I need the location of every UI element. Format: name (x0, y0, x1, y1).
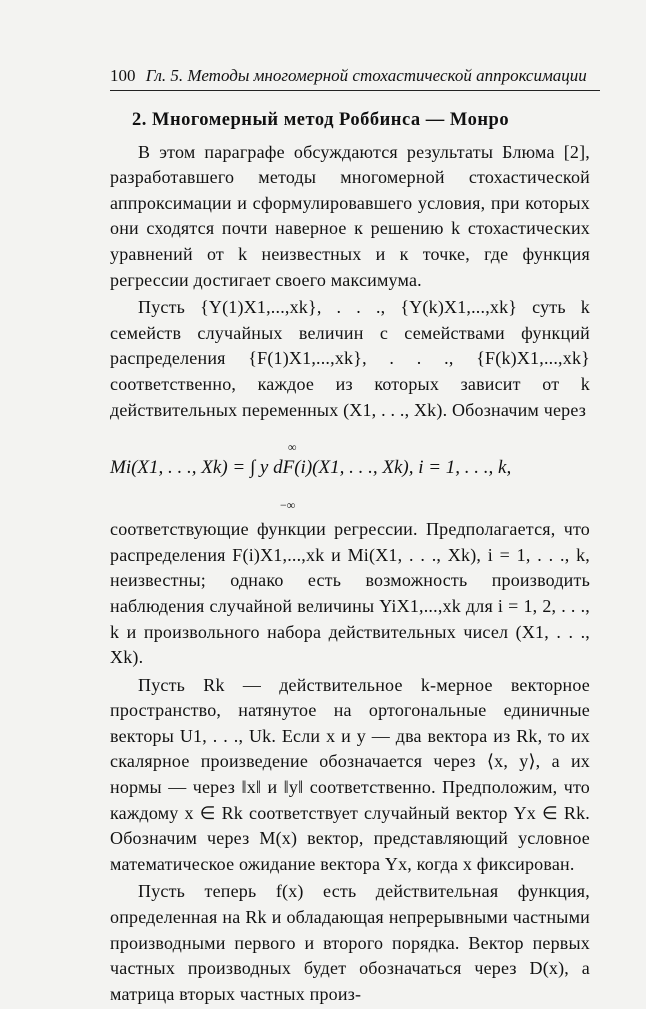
integral-upper-limit: ∞ (288, 440, 297, 455)
paragraph-function: Пусть теперь f(x) есть действительная функция, определенная на Rk и обладающая непрерывными частными производными первого и второго порядка. Вектор первых частных производных будет обозначаться через D(x), а матрица вторых частных произ- (110, 881, 590, 1004)
page-content (110, 104, 590, 1009)
formula-text: Mi(X1, . . ., Xk) = ∫ y dF(i)(X1, . . ., Xk), i = 1, . . ., k, (110, 457, 512, 479)
paragraph-vector-space: Пусть Rk — действительное k-мерное векторное пространство, натянутое на ортогональные единичные векторы U1, . . ., Uk. Если x и y — два вектора из Rk, то их скалярное произведение обозначается через ⟨x, y⟩, а их нормы — через ‖x‖ и ‖y‖ соответственно. Предположим, что каждому x ∈ Rk соответствует случайный вектор Yx ∈ Rk. Обозначим через M(x) вектор, представляющий условное математическое ожидание вектора Yx, когда x фиксирован. (110, 674, 590, 874)
paragraph-families: Пусть {Y(1)X1,...,xk}, . . ., {Y(k)X1,...,xk} суть k семейств случайных величин с семействами функций распределения {F(1)X1,...,xk}, . . ., {F(k)X1,...,xk} соответственно, каждое из которых зависит от k действительных переменных (X1, . . ., Xk). Обозначим через (110, 297, 590, 420)
running-title: Гл. 5. Методы многомерной стохастической аппроксимации (145, 66, 587, 85)
paragraph-regression: соответствующие функции регрессии. Предполагается, что распределения F(i)X1,...,xk и Mi(X1, . . ., Xk), i = 1, . . ., k, неизвестны; однако есть возможность производить наблюдения случайной величины YiX1,...,xk для i = 1, 2, . . ., k и произвольного набора действительных чисел (X1, . . ., Xk). (110, 519, 590, 668)
paragraph-intro: В этом параграфе обсуждаются результаты Блюма [2], разработавшего методы многомерной стохастической аппроксимации и сформулировавшего условия, при которых они сходятся почти наверное к решению k стохастических уравнений от k неизвестных и к точке, где функция регрессии достигает своего максимума. (110, 141, 590, 290)
running-header (110, 66, 600, 91)
regression-formula (110, 435, 590, 513)
integral-lower-limit: −∞ (280, 498, 296, 513)
page-number: 100 (110, 66, 136, 85)
section-title: 2. Многомерный метод Роббинса — Монро (132, 110, 510, 130)
